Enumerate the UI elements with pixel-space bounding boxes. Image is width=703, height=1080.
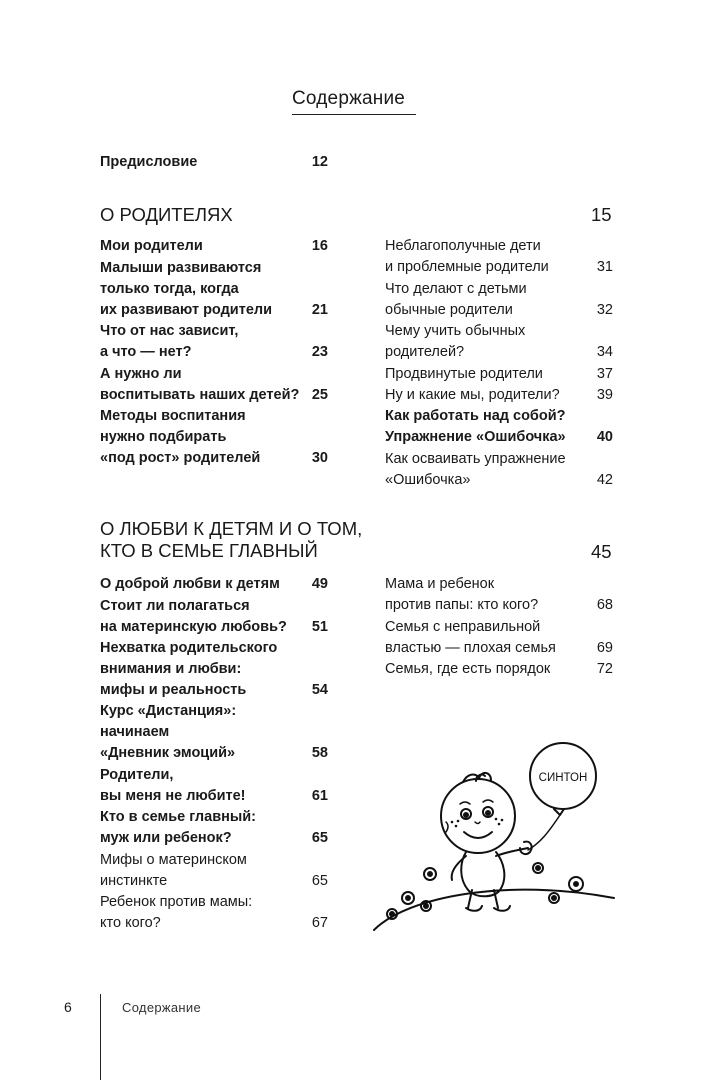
toc-entry-page: 37	[596, 366, 613, 382]
toc-entry-title: Мама и ребенок против папы: кто кого?	[385, 576, 539, 614]
toc-entry-page: 54	[311, 682, 328, 699]
toc-entry[interactable]	[385, 236, 613, 278]
toc-entry-title: Мифы о материнском инстинкте	[100, 852, 247, 890]
running-head: Содержание	[122, 1000, 201, 1015]
toc-entry[interactable]	[385, 406, 613, 448]
toc-entry-title: Методы воспитания нужно подбирать «под рост» родителей	[100, 408, 261, 467]
toc-entry-title: О доброй любви к детям	[100, 576, 280, 592]
page-title: Содержание	[292, 88, 406, 109]
toc-entry-title: Ребенок против мамы: кто кого?	[100, 894, 253, 932]
toc-entry[interactable]	[385, 449, 613, 491]
section-title-love[interactable]: О ЛЮБВИ К ДЕТЯМ И О ТОМ, КТО В СЕМЬЕ ГЛАВНЫЙ	[100, 518, 363, 561]
toc-entry-title: Семья, где есть порядок	[385, 661, 551, 677]
toc-entry[interactable]	[100, 850, 328, 892]
section-title-parents[interactable]: О РОДИТЕЛЯХ	[100, 204, 233, 225]
toc-entry[interactable]	[100, 236, 328, 257]
toc-entry[interactable]	[100, 258, 328, 322]
toc-entry[interactable]	[100, 638, 328, 702]
toc-entry-title: Стоит ли полагаться на материнскую любовь?	[100, 598, 287, 636]
section-page-parents: 15	[591, 204, 612, 225]
toc-entry[interactable]	[100, 321, 328, 363]
toc-entry-title: Неблагополучные дети и проблемные родители	[385, 238, 549, 276]
toc-entry-page: 12	[311, 154, 328, 170]
toc-entry-page: 23	[311, 344, 328, 361]
toc-entry-title: Ну и какие мы, родители?	[385, 387, 560, 403]
toc-entry-page: 69	[596, 640, 613, 657]
toc-entry-page: 25	[311, 387, 328, 404]
balloon-label: СИНТОН	[538, 772, 588, 784]
toc-entry-title: Мои родители	[100, 238, 203, 254]
toc-entry-page: 58	[311, 745, 328, 762]
toc-entry[interactable]	[100, 406, 328, 470]
toc-entry[interactable]	[385, 617, 613, 659]
section-page-love: 45	[591, 541, 612, 562]
toc-entry[interactable]	[385, 364, 613, 385]
toc-entry[interactable]	[385, 385, 613, 406]
toc-entry[interactable]	[100, 765, 328, 807]
toc-entry[interactable]	[385, 659, 613, 680]
footer-divider	[100, 994, 101, 1080]
toc-entry-page: 65	[311, 830, 328, 847]
toc-entry-title: Семья с неправильной властью — плохая семья	[385, 619, 556, 657]
toc-entry-page: 68	[596, 597, 613, 614]
toc-entry-title: Малыши развиваются только тогда, когда их развивают родители	[100, 260, 273, 319]
toc-entry-title: Нехватка родительского внимания и любви: мифы и реальность	[100, 640, 278, 699]
toc-entry-title: Курс «Дистанция»: начинаем «Дневник эмоций»	[100, 703, 237, 762]
toc-entry-page: 16	[311, 238, 328, 254]
toc-entry[interactable]	[100, 892, 328, 934]
toc-entry[interactable]	[385, 574, 613, 616]
toc-entry-page: 21	[311, 302, 328, 319]
toc-entry-page: 34	[596, 344, 613, 361]
toc-entry[interactable]	[100, 807, 328, 849]
toc-entry-page: 51	[311, 619, 328, 636]
toc-entry-title: Что делают с детьми обычные родители	[385, 281, 527, 319]
toc-entry-page: 40	[596, 429, 613, 446]
title-underline	[292, 114, 416, 115]
toc-entry-page: 42	[596, 472, 613, 489]
toc-entry-title: Чему учить обычных родителей?	[385, 323, 526, 361]
toc-entry[interactable]	[100, 574, 328, 595]
toc-entry[interactable]	[100, 364, 328, 406]
toc-entry-title: Родители, вы меня не любите!	[100, 767, 246, 805]
toc-entry[interactable]	[385, 279, 613, 321]
toc-entry-title: Как работать над собой? Упражнение «Ошибочка»	[385, 408, 566, 446]
toc-entry[interactable]	[100, 596, 328, 638]
toc-entry-page: 39	[596, 387, 613, 403]
toc-entry-preface[interactable]	[100, 152, 328, 173]
child-with-balloon-illustration	[368, 738, 618, 933]
toc-entry-page: 32	[596, 302, 613, 319]
toc-entry-page: 30	[311, 450, 328, 467]
toc-entry-page: 49	[311, 576, 328, 592]
toc-entry-page: 67	[311, 915, 328, 932]
toc-entry-page: 72	[596, 661, 613, 677]
toc-entry-page: 61	[311, 788, 328, 805]
toc-entry-title: Что от нас зависит, а что — нет?	[100, 323, 239, 361]
toc-entry-title: А нужно ли воспитывать наших детей?	[100, 366, 300, 404]
toc-entry-page: 31	[596, 259, 613, 276]
toc-entry-title: Продвинутые родители	[385, 366, 543, 382]
toc-entry-page: 65	[311, 873, 328, 890]
toc-entry-title: Как осваивать упражнение «Ошибочка»	[385, 451, 566, 489]
page-number: 6	[64, 999, 72, 1015]
toc-entry[interactable]	[385, 321, 613, 363]
toc-entry-title: Предисловие	[100, 154, 198, 170]
toc-entry[interactable]	[100, 701, 328, 765]
toc-entry-title: Кто в семье главный: муж или ребенок?	[100, 809, 257, 847]
